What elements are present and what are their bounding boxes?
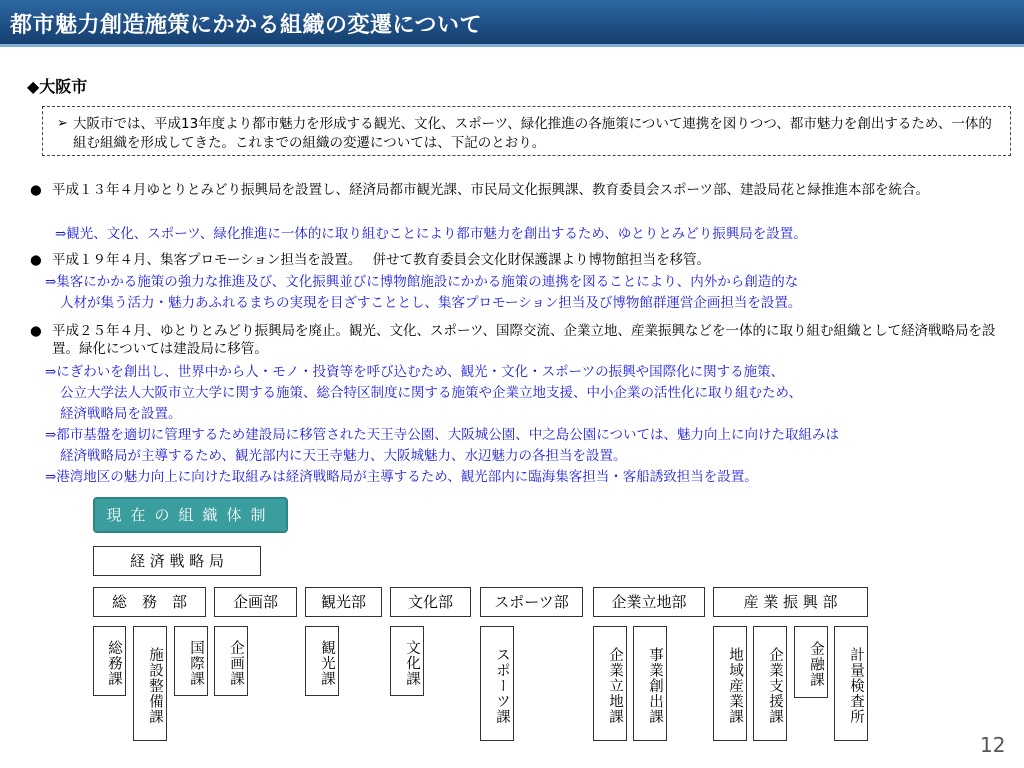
current-organization-label: 現在の組織体制 <box>93 497 288 533</box>
section-box: 国際課 <box>174 626 208 696</box>
section-box: 施設整備課 <box>133 626 167 741</box>
section-box: 事業創出課 <box>633 626 667 741</box>
history-note: 経済戦略局が主導するため、観光部内に天王寺魅力、大阪城魅力、水辺魅力の各担当を設置。 <box>60 448 627 464</box>
history-note: 経済戦略局を設置。 <box>60 406 182 422</box>
summary-text: 大阪市では、平成13年度より都市魅力を形成する観光、文化、スポーツ、緑化推進の各施策について連携を図りつつ、都市魅力を創出するため、一体的組む組織を形成してきた。これまでの組織の変遷については、下記のとおり。 <box>73 116 992 151</box>
section-box: 地域産業課 <box>713 626 747 741</box>
history-note: ⇒港湾地区の魅力向上に向けた取組みは経済戦略局が主導するため、観光部内に臨海集客担当・客船誘致担当を設置。 <box>45 469 758 485</box>
bullet-icon: ● <box>30 252 42 268</box>
history-item: 平成１３年４月ゆとりとみどり振興局を設置し、経済局都市観光課、市民局文化振興課、教育委員会スポーツ部、建設局花と緑推進本部を統合。 <box>52 182 929 198</box>
history-note: ⇒都市基盤を適切に管理するため建設局に移管された天王寺公園、大阪城公園、中之島公園については、魅力向上に向けた取組みは <box>45 427 840 443</box>
section-box: スポーツ課 <box>480 626 514 741</box>
department-box: 文化部 <box>390 587 471 617</box>
history-item: 平成１９年４月、集客プロモーション担当を設置。 併せて教育委員会文化財保護課より博物館担当を移管。 <box>52 252 710 268</box>
department-box: 企画部 <box>214 587 297 617</box>
section-box: 金融課 <box>794 626 828 698</box>
department-box: 企業立地部 <box>593 587 705 617</box>
history-note: ⇒にぎわいを創出し、世界中から人・モノ・投資等を呼び込むため、観光・文化・スポーツの振興や国際化に関する施策、 <box>45 364 785 380</box>
department-box: 産 業 振 興 部 <box>713 587 868 617</box>
history-note: 人材が集う活力・魅力あふれるまちの実現を目ざすこととし、集客プロモーション担当及び博物館群運営企画担当を設置。 <box>60 295 802 311</box>
section-box: 企画課 <box>214 626 248 696</box>
section-box: 計量検査所 <box>834 626 868 741</box>
section-box: 企業支援課 <box>753 626 787 741</box>
title-bar <box>0 0 1024 47</box>
department-box: 総 務 部 <box>93 587 206 617</box>
bullet-icon: ● <box>30 323 42 339</box>
page-title: 都市魅力創造施策にかかる組織の変遷について <box>10 13 483 38</box>
history-note: 公立大学法人大阪市立大学に関する施策、総合特区制度に関する施策や企業立地支援、中小企業の活性化に取り組むため、 <box>60 385 802 401</box>
summary-box <box>42 106 1011 156</box>
bullet-icon: ● <box>30 182 42 198</box>
history-note: ⇒観光、文化、スポーツ、緑化推進に一体的に取り組むことにより都市魅力を創出するため、ゆとりとみどり振興局を設置。 <box>55 226 807 242</box>
history-item: 平成２５年４月、ゆとりとみどり振興局を廃止。観光、文化、スポーツ、国際交流、企業立地、産業振興などを一体的に取り組む組織として経済戦略局を設置。緑化については建設局に移管。 <box>52 323 996 357</box>
section-box: 総務課 <box>93 626 126 696</box>
section-heading: ◆大阪市 <box>27 77 88 96</box>
section-box: 企業立地課 <box>593 626 627 741</box>
history-note: ⇒集客にかかる施策の強力な推進及び、文化振興並びに博物館施設にかかる施策の連携を図ることにより、内外から創造的な <box>45 274 799 290</box>
arrow-icon: ➢ <box>57 116 68 131</box>
department-box: 観光部 <box>305 587 382 617</box>
section-box: 観光課 <box>305 626 339 696</box>
page-number: 12 <box>980 733 1006 757</box>
department-box: スポーツ部 <box>480 587 583 617</box>
section-box: 文化課 <box>390 626 424 696</box>
bureau-box: 経 済 戦 略 局 <box>93 546 261 576</box>
